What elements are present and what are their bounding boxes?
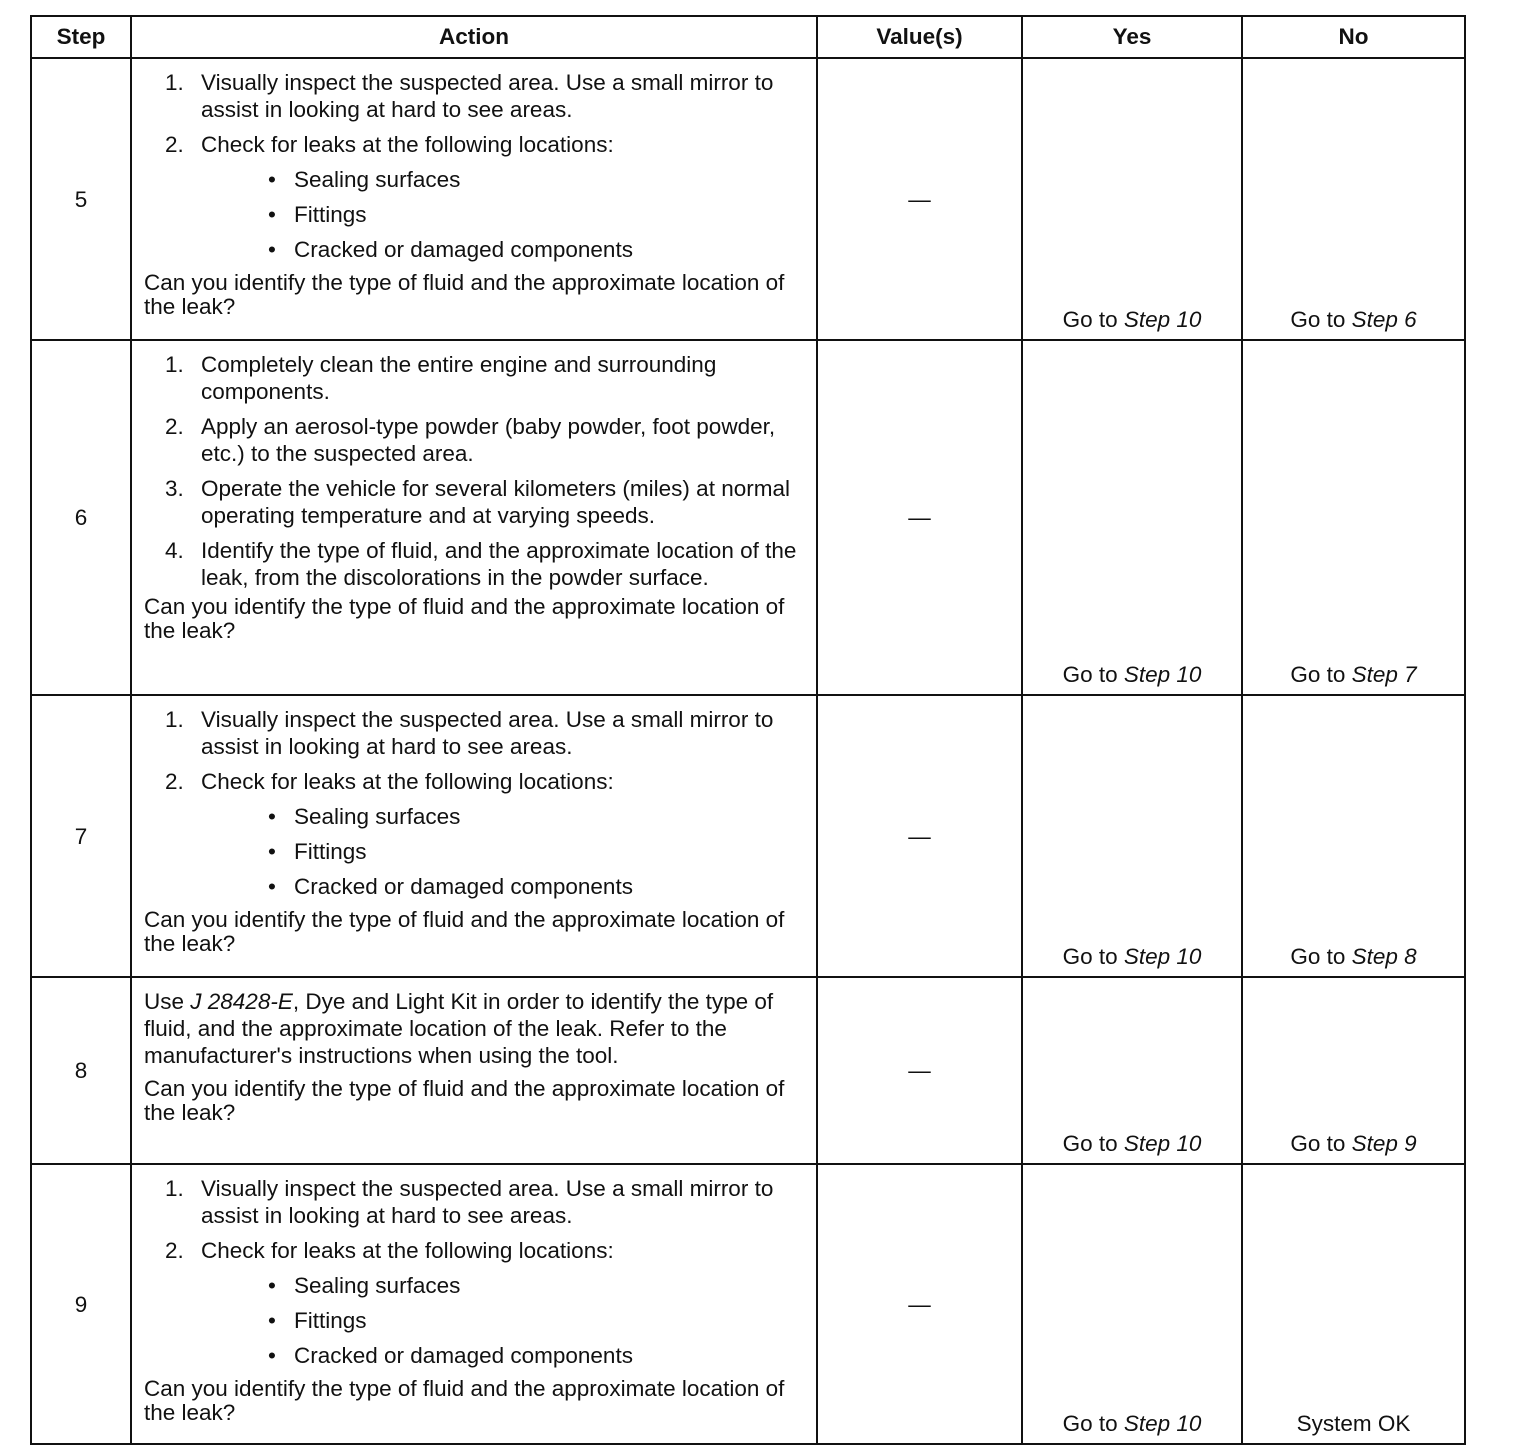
list-item: • Sealing surfaces (268, 167, 461, 192)
list-item: 4. Identify the type of fluid, and the approximate location of the leak, from the discolorations in the powder surface. (165, 538, 797, 590)
action-steps (144, 706, 804, 900)
header-values: Value(s) (817, 16, 1022, 58)
action-steps (144, 1175, 804, 1369)
question-text: Can you identify the type of fluid and the approximate location of the leak? (144, 1076, 785, 1125)
header-step: Step (31, 16, 131, 58)
value-cell: — (817, 1164, 1022, 1444)
yes-cell: Go to Step 10 (1022, 695, 1242, 977)
list-item: 1. Completely clean the entire engine and surrounding components. (165, 352, 717, 404)
no-cell: Go to Step 6 (1242, 58, 1465, 340)
list-item: 3. Operate the vehicle for several kilometers (miles) at normal operating temperature and at varying speeds. (165, 476, 790, 528)
no-cell: Go to Step 9 (1242, 977, 1465, 1164)
action-cell (131, 340, 817, 695)
question-text: Can you identify the type of fluid and the approximate location of the leak? (144, 594, 785, 643)
yes-cell: Go to Step 10 (1022, 340, 1242, 695)
header-row (31, 16, 1465, 58)
header-action: Action (131, 16, 817, 58)
yes-step-ref: Step 10 (1123, 944, 1202, 969)
table-row (31, 1164, 1465, 1444)
no-cell: Go to Step 7 (1242, 340, 1465, 695)
value-cell: — (817, 695, 1022, 977)
yes-cell: Go to Step 10 (1022, 58, 1242, 340)
diagnostic-table (30, 15, 1466, 1445)
list-item: 1. Visually inspect the suspected area. Use a small mirror to assist in looking at hard to see areas. (165, 70, 774, 122)
question-text: Can you identify the type of fluid and the approximate location of the leak? (144, 1376, 785, 1425)
no-cell: Go to Step 8 (1242, 695, 1465, 977)
action-cell (131, 977, 817, 1164)
no-step-ref: Step 9 (1351, 1131, 1417, 1156)
yes-step-ref: Step 10 (1123, 662, 1202, 687)
list-item: 2. Check for leaks at the following locations: • Sealing surfaces • Fittings • Cracked or damaged components (144, 768, 804, 900)
tool-name: J 28428-E (190, 989, 293, 1014)
step-number: 9 (31, 1164, 131, 1444)
list-item: 1. Visually inspect the suspected area. Use a small mirror to assist in looking at hard to see areas. (165, 1176, 774, 1228)
list-item: • Cracked or damaged components (268, 874, 633, 899)
value-cell: — (817, 340, 1022, 695)
action-steps (144, 69, 804, 263)
action-cell (131, 58, 817, 340)
step-number: 5 (31, 58, 131, 340)
action-text: Use J 28428-E, Dye and Light Kit in order to identify the type of fluid, and the approximate location of the leak. Refer to the manufacturer's instructions when using the tool. (144, 989, 774, 1068)
table-row (31, 340, 1465, 695)
value-cell: — (817, 58, 1022, 340)
action-cell (131, 695, 817, 977)
list-item: • Fittings (268, 202, 367, 227)
action-steps (144, 351, 804, 591)
yes-cell: Go to Step 10 (1022, 1164, 1242, 1444)
list-item: 2. Check for leaks at the following locations: • Sealing surfaces • Fittings • Cracked or damaged components (144, 131, 804, 263)
table-row (31, 977, 1465, 1164)
yes-step-ref: Step 10 (1123, 307, 1202, 332)
no-cell: System OK (1242, 1164, 1465, 1444)
no-step-ref: Step 8 (1351, 944, 1417, 969)
no-step-ref: Step 7 (1351, 662, 1417, 687)
list-item: 2. Apply an aerosol-type powder (baby powder, foot powder, etc.) to the suspected area. (165, 414, 776, 466)
step-number: 8 (31, 977, 131, 1164)
list-item: • Cracked or damaged components (268, 1343, 633, 1368)
list-item: • Sealing surfaces (268, 1273, 461, 1298)
list-item: • Cracked or damaged components (268, 237, 633, 262)
yes-cell: Go to Step 10 (1022, 977, 1242, 1164)
yes-step-ref: Step 10 (1123, 1411, 1202, 1436)
value-cell: — (817, 977, 1022, 1164)
list-item: • Fittings (268, 839, 367, 864)
step-number: 6 (31, 340, 131, 695)
location-bullets (201, 803, 804, 900)
location-bullets (201, 1272, 804, 1369)
table-row (31, 58, 1465, 340)
action-cell (131, 1164, 817, 1444)
no-step-ref: Step 6 (1351, 307, 1417, 332)
question-text: Can you identify the type of fluid and the approximate location of the leak? (144, 270, 785, 319)
list-item: • Fittings (268, 1308, 367, 1333)
table-row (31, 695, 1465, 977)
list-item: 1. Visually inspect the suspected area. Use a small mirror to assist in looking at hard to see areas. (165, 707, 774, 759)
header-no: No (1242, 16, 1465, 58)
header-yes: Yes (1022, 16, 1242, 58)
location-bullets (201, 166, 804, 263)
list-item: 2. Check for leaks at the following locations: • Sealing surfaces • Fittings • Cracked or damaged components (144, 1237, 804, 1369)
list-item: • Sealing surfaces (268, 804, 461, 829)
yes-step-ref: Step 10 (1123, 1131, 1202, 1156)
step-number: 7 (31, 695, 131, 977)
question-text: Can you identify the type of fluid and the approximate location of the leak? (144, 907, 785, 956)
